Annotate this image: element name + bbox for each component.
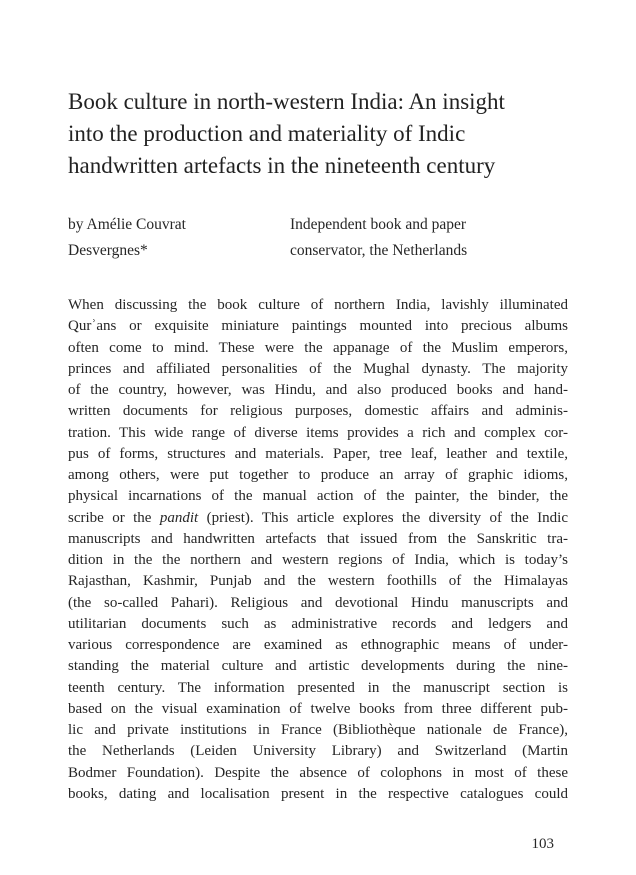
byline-affiliation: Independent book and paper conservator, the Netherlands: [290, 216, 468, 259]
body-paragraph: When discussing the book culture of northern India, lavishly illuminated Qurʾans or exquisite miniature paintings mounted into precious albums often come to mind. These were the appanage of the Muslim emperors, princes and affiliated personalities of the Mughal dynasty. The majority of the country, however, was Hindu, and also produced books and hand- written documents for religious purposes, domestic affairs and adminis- tration. This wide range of diverse items provides a rich and complex cor- pus of forms, structures and materials. Paper, tree leaf, leather and textile, among others, were put together to produce an array of graphic idioms, physical incarnations of the manual action of the painter, the binder, the scribe or the pandit (priest). This article explores the diversity of the Indic manuscripts and handwritten artefacts that issued from the Sanskritic tra- dition in the the northern and western regions of India, which is today’s Rajasthan, Kashmir, Punjab and the western foothills of the Himalayas (the so-called Pahari). Religious and devotional Hindu manuscripts and utilitarian documents such as administrative records and ledgers and various correspondence are examined as ethnographic means of under- standing the material culture and artistic developments during the nine- teenth century. The information presented in the manuscript section is based on the visual examination of twelve books from three different pub- lic and private institutions in France (Bibliothèque nationale de France), the Netherlands (Leiden University Library) and Switzerland (Martin Bodmer Foundation). Despite the absence of colophons in most of these books, dating and localisation present in the respective catalogues could: [68, 297, 568, 802]
byline-author: by Amélie Couvrat Desvergnes*: [68, 216, 186, 259]
page-number: 103: [531, 836, 554, 852]
article-title: Book culture in north-western India: An insight into the production and materiality of Indic handwritten artefacts in the nineteenth century: [68, 89, 505, 178]
text-column: [68, 0, 568, 853]
byline: [68, 212, 568, 264]
